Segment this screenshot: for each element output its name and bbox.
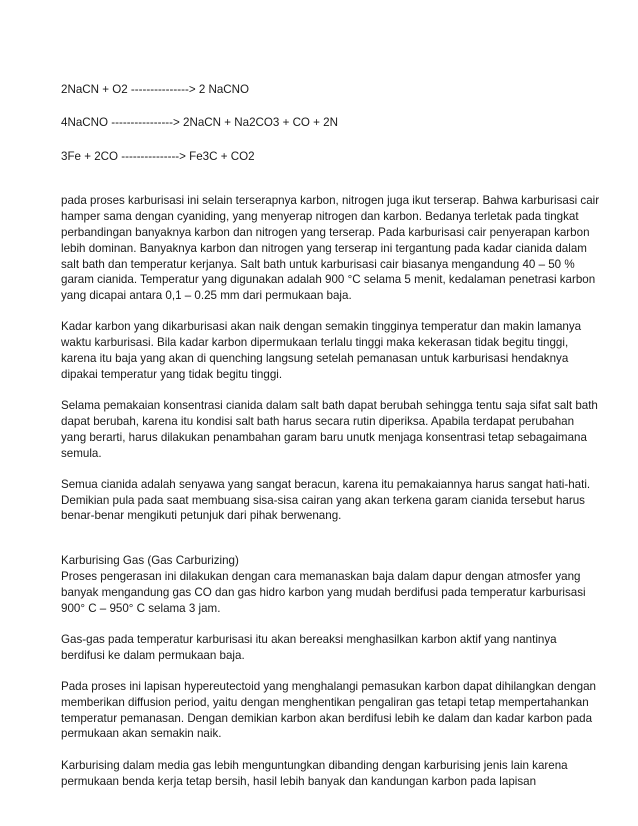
paragraph-3: Selama pemakaian konsentrasi cianida dalam salt bath dapat berubah sehingga tentu saja sifat salt bath dapat berubah, karena itu kondisi salt bath harus secara rutin diperiksa. Apabila terdapat perubahan yang berarti, harus dilakukan penambahan garam baru unutk menjaga konsentrasi tetap sebagaimana semula.	[61, 399, 598, 460]
equation-1: 2NaCN + O2 ---------------> 2 NaCNO	[61, 83, 250, 96]
section-paragraph-1: Proses pengerasan ini dilakukan dengan cara memanaskan baja dalam dapur dengan atmosfer yang banyak mengandung gas CO dan gas hidro karbon yang mudah berdifusi pada temperatur karburisasi 900° C – 950° C selama 3 jam.	[61, 570, 586, 615]
document-page	[61, 82, 601, 789]
section-paragraph-3: Pada proses ini lapisan hypereutectoid yang menghalangi pemasukan karbon dapat dihilangkan dengan memberikan diffusion period, yaitu dengan menghentikan pengaliran gas tetapi tetap mempertahankan temperatur pemanasan. Dengan demikian karbon akan berdifusi lebih ke dalam dan kadar karbon pada permukaan akan semakin naik.	[61, 680, 596, 741]
paragraph-1: pada proses karburisasi ini selain terserapnya karbon, nitrogen juga ikut terserap. Bahwa karburisasi cair hamper sama dengan cyaniding, yang menyerap nitrogen dan karbon. Bedanya terletak pada tingkat perbandingan banyaknya karbon dan nitrogen yang terserap. Pada karburisasi cair penyerapan karbon lebih dominan. Banyaknya karbon dan nitrogen yang terserap ini tergantung pada kadar cianida dalam salt bath dan temperatur kerjanya. Salt bath untuk karburisasi cair biasanya mengandung 40 – 50 % garam cianida. Temperatur yang digunakan adalah 900 °C selama 5 menit, kedalaman penetrasi karbon yang dicapai antara 0,1 – 0.25 mm dari permukaan baja.	[61, 194, 600, 303]
section-paragraph-4: Karburising dalam media gas lebih menguntungkan dibanding dengan karburising jenis lain karena permukaan benda kerja tetap bersih, hasil lebih banyak dan kandungan karbon pada lapisan	[61, 758, 568, 788]
paragraph-4: Semua cianida adalah senyawa yang sangat beracun, karena itu pemakaiannya harus sangat hati-hati. Demikian pula pada saat membuang sisa-sisa cairan yang akan terkena garam cianida tersebut harus benar-benar mengikuti petunjuk dari pihak berwenang.	[61, 477, 591, 523]
paragraph-2: Kadar karbon yang dikarburisasi akan naik dengan semakin tingginya temperatur dan makin lamanya waktu karburisasi. Bila kadar karbon dipermukaan terlalu tinggi maka kekerasan tidak begitu tinggi, karena itu baja yang akan di quenching langsung setelah pemanasan untuk karburisasi hendaknya dipakai temperatur yang tidak begitu tinggi.	[61, 320, 582, 381]
section-paragraph-2: Gas-gas pada temperatur karburisasi itu akan bereaksi menghasilkan karbon aktif yang nantinya berdifusi ke dalam permukaan baja.	[61, 632, 557, 662]
section-heading: Karburising Gas (Gas Carburizing)	[61, 554, 239, 568]
equation-2: 4NaCNO ----------------> 2NaCN + Na2CO3 + CO + 2N	[61, 116, 338, 130]
equation-3: 3Fe + 2CO ---------------> Fe3C + CO2	[61, 149, 255, 163]
